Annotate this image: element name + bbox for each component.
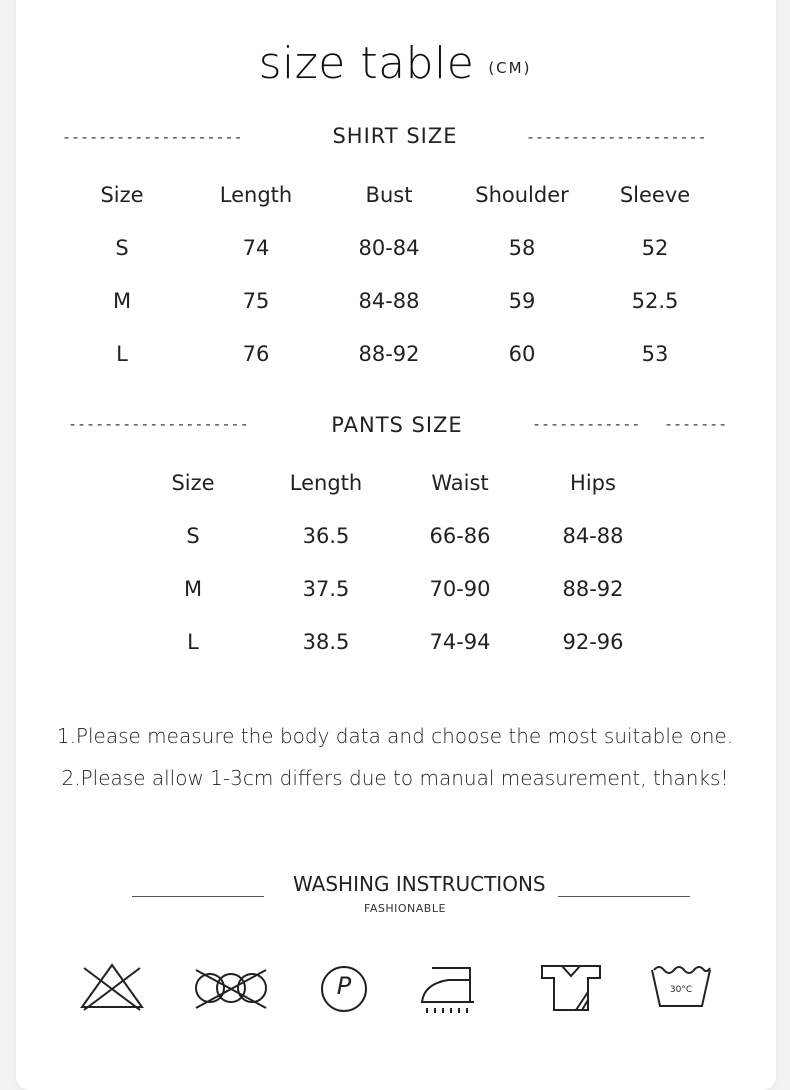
pants-header-waist: Waist [431,471,489,495]
table-cell: S [186,524,200,548]
table-cell: L [116,342,128,366]
table-cell: 88-92 [358,342,420,366]
shirt-header-size: Size [100,183,144,207]
divider-dashes-left: -------------------- [62,128,243,146]
table-cell: 84-88 [562,524,624,548]
table-cell: 53 [641,342,669,366]
pants-header-hips: Hips [570,471,616,495]
pants-header-length: Length [289,471,363,495]
iron-icon [418,962,482,1020]
wash-temperature: 30°C [669,985,693,995]
shirt-header-shoulder: Shoulder [475,183,569,207]
page-title [0,38,790,89]
table-cell: 38.5 [302,630,350,654]
divider-dashes-right-a: ------------ [532,415,641,433]
table-cell: 84-88 [358,289,420,313]
shirt-header-sleeve: Sleeve [619,183,691,207]
table-cell: 58 [508,236,536,260]
washing-subtitle: FASHIONABLE [364,902,446,915]
wash-divider-left [132,896,264,897]
table-cell: L [187,630,199,654]
divider-dashes-left: -------------------- [68,415,249,433]
table-cell: 92-96 [562,630,624,654]
shirt-header-bust: Bust [365,183,413,207]
table-cell: 36.5 [302,524,350,548]
table-cell: 66-86 [429,524,491,548]
wash-divider-right [558,896,690,897]
dry-flat-shirt-icon [538,962,604,1018]
table-cell: M [112,289,132,313]
shirt-header-length: Length [219,183,293,207]
table-cell: 76 [242,342,270,366]
table-cell: 52.5 [631,289,679,313]
note-tolerance: 2.Please allow 1-3cm differs due to manual measurement, thanks! [61,766,729,790]
dry-clean-p-icon [318,963,370,1019]
pants-size-title: PANTS SIZE [331,413,463,437]
note-measure: 1.Please measure the body data and choose the most suitable one. [56,724,734,748]
washing-instructions-title: WASHING INSTRUCTIONS [293,872,546,896]
pants-header-size: Size [171,471,215,495]
table-cell: 60 [508,342,536,366]
table-cell: 59 [508,289,536,313]
table-cell: 52 [641,236,669,260]
dry-clean-letter: P [336,972,352,1000]
table-cell: M [183,577,203,601]
do-not-tumble-dry-icon [188,962,274,1018]
title-unit: (CM) [488,58,532,77]
table-cell: 88-92 [562,577,624,601]
table-cell: 80-84 [358,236,420,260]
table-cell: S [115,236,129,260]
title-main: size table [258,38,475,89]
wash-30-icon [648,960,714,1014]
table-cell: 37.5 [302,577,350,601]
table-cell: 75 [242,289,270,313]
table-cell: 74 [242,236,270,260]
table-cell: 74-94 [429,630,491,654]
table-cell: 70-90 [429,577,491,601]
shirt-size-title: SHIRT SIZE [332,124,458,148]
no-bleach-icon [78,960,146,1016]
divider-dashes-right-b: ------- [664,415,728,433]
divider-dashes-right: -------------------- [526,128,707,146]
